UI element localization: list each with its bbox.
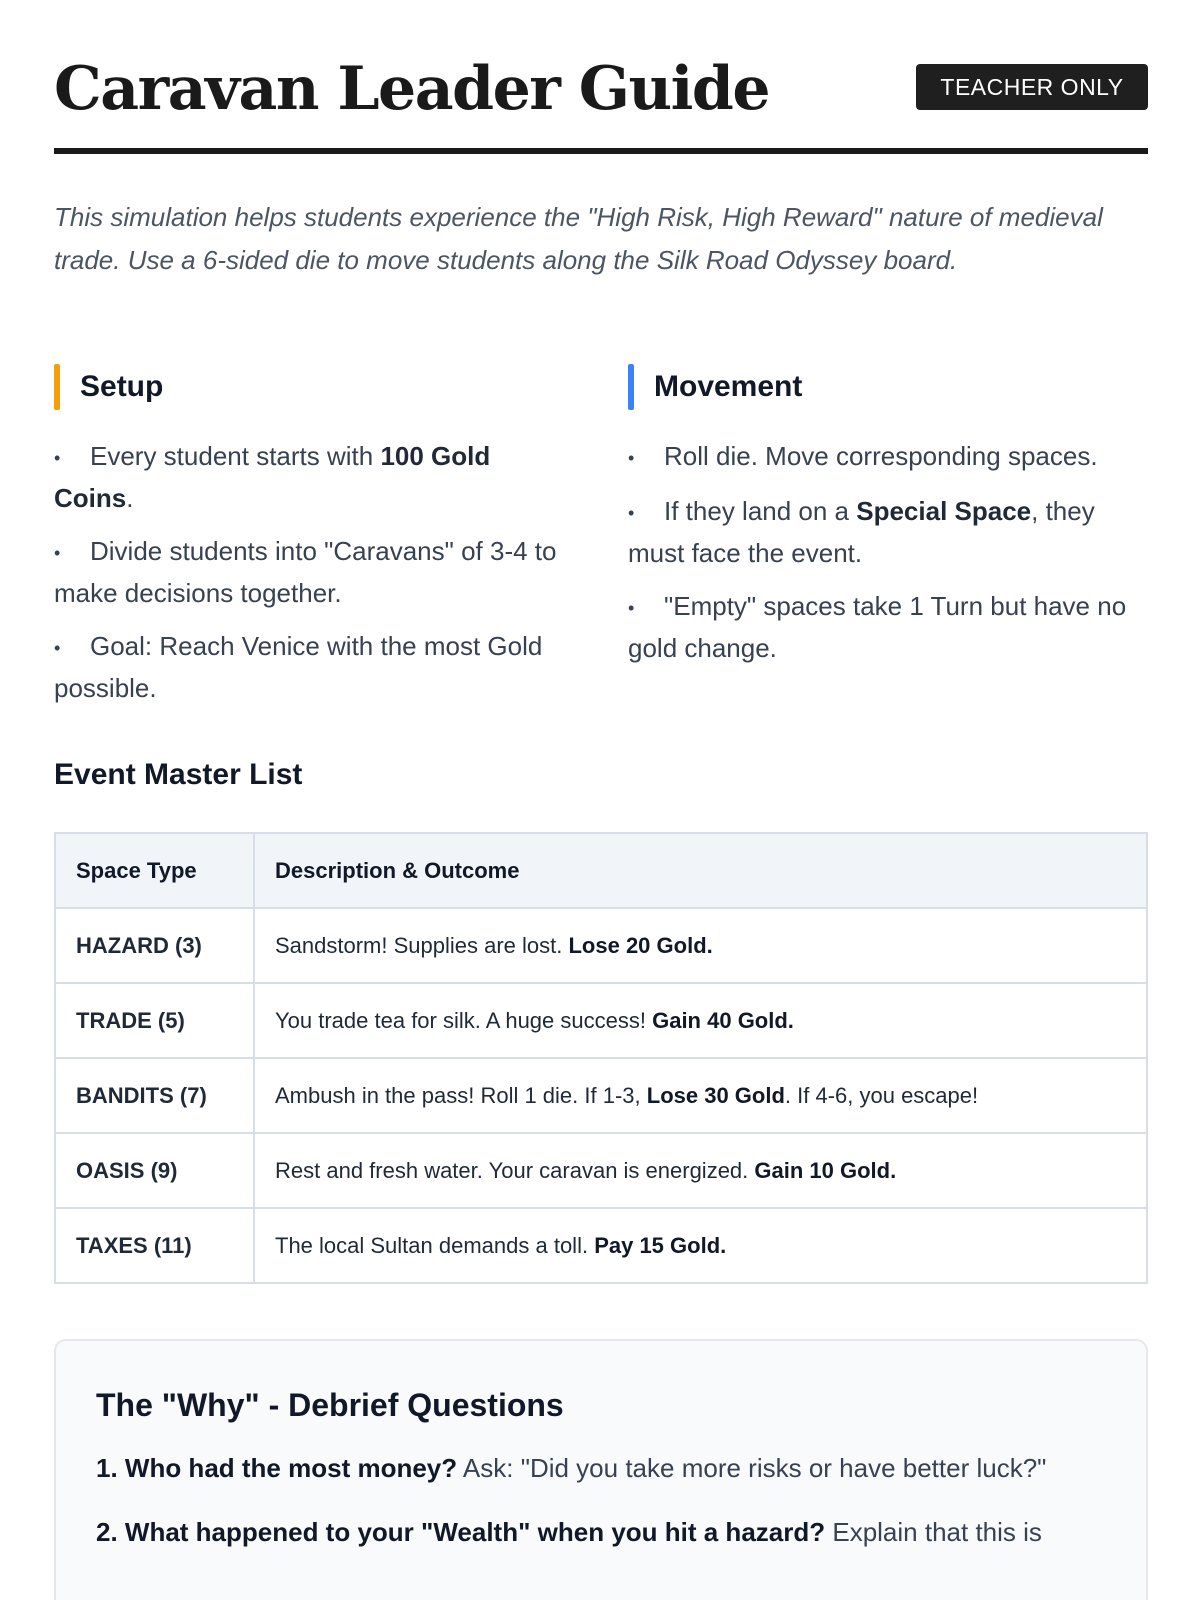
debrief-question — [96, 1448, 1106, 1488]
description-cell — [254, 1133, 1147, 1208]
description-text-after: . If 4-6, you escape! — [784, 1082, 979, 1108]
event-table — [54, 832, 1148, 1284]
outcome-text: Pay 15 Gold. — [594, 1232, 727, 1258]
outcome-text: Gain 40 Gold. — [652, 1007, 794, 1033]
item-text: If they land on a — [664, 496, 857, 527]
question-text: 1. Who had the most money? — [96, 1453, 458, 1483]
movement-section — [628, 364, 1148, 681]
question-prompt: Ask: "Did you take more risks or have better luck?" — [457, 1453, 1047, 1483]
list-item — [54, 436, 568, 518]
bullet-icon: • — [628, 503, 635, 524]
table-row — [55, 1058, 1147, 1133]
table-row — [55, 1208, 1147, 1283]
bullet-icon: • — [54, 638, 61, 659]
item-text-after: , they must face the event. — [628, 496, 1095, 569]
description-text: Ambush in the pass! Roll 1 die. If 1-3, — [275, 1082, 647, 1108]
movement-list — [628, 436, 1148, 668]
debrief-box — [54, 1339, 1148, 1600]
setup-heading — [54, 364, 568, 410]
header-divider — [54, 148, 1148, 154]
movement-heading — [628, 364, 1148, 410]
movement-heading-label: Movement — [654, 370, 803, 403]
page-header — [54, 48, 1148, 138]
debrief-title: The "Why" - Debrief Questions — [96, 1387, 564, 1423]
question-text: 2. What happened to your "Wealth" when you hit a hazard? — [96, 1517, 826, 1547]
bullet-icon: • — [54, 543, 61, 564]
space-type-cell: TRADE (5) — [55, 983, 254, 1058]
setup-list — [54, 436, 568, 708]
description-cell — [254, 1058, 1147, 1133]
debrief-question — [96, 1512, 1106, 1552]
outcome-text: Lose 20 Gold. — [568, 932, 713, 958]
description-text: The local Sultan demands a toll. — [275, 1232, 595, 1258]
space-type-cell: HAZARD (3) — [55, 908, 254, 983]
item-text: Divide students into "Caravans" of 3-4 to make decisions together. — [54, 536, 557, 609]
list-item — [628, 491, 1148, 573]
table-row — [55, 908, 1147, 983]
intro-text: This simulation helps students experience the "High Risk, High Reward" nature of medieval trade. Use a 6-sided die to move students along the Silk Road Odyssey board. — [54, 202, 1103, 275]
item-text: "Empty" spaces take 1 Turn but have no gold change. — [628, 591, 1127, 664]
description-cell — [254, 908, 1147, 983]
description-text: Sandstorm! Supplies are lost. — [275, 932, 569, 958]
space-type-cell: OASIS (9) — [55, 1133, 254, 1208]
list-item — [628, 436, 1148, 478]
item-text: Every student starts with — [90, 441, 381, 471]
list-item — [628, 586, 1148, 668]
setup-heading-label: Setup — [80, 370, 164, 403]
table-row — [55, 983, 1147, 1058]
question-prompt: Explain that this is — [825, 1517, 1042, 1547]
description-text: You trade tea for silk. A huge success! — [275, 1007, 653, 1033]
table-header-row — [55, 833, 1147, 908]
item-text-after: . — [126, 483, 134, 514]
item-text: Roll die. Move corresponding spaces. — [664, 441, 1098, 471]
page-title: Caravan Leader Guide — [54, 54, 770, 124]
column-header-space-type: Space Type — [55, 833, 254, 908]
item-text: Goal: Reach Venice with the most Gold possible. — [54, 631, 543, 704]
list-item — [54, 531, 568, 613]
description-cell — [254, 1208, 1147, 1283]
column-header-description: Description & Outcome — [254, 833, 1147, 908]
bullet-icon: • — [54, 448, 61, 469]
list-item — [54, 626, 568, 708]
table-row — [55, 1133, 1147, 1208]
event-list-title: Event Master List — [54, 758, 303, 791]
setup-section — [54, 364, 568, 721]
space-type-cell: TAXES (11) — [55, 1208, 254, 1283]
outcome-text: Lose 30 Gold — [646, 1082, 785, 1108]
teacher-only-badge: TEACHER ONLY — [916, 64, 1148, 110]
movement-accent-bar — [628, 364, 634, 410]
description-text: Rest and fresh water. Your caravan is energized. — [275, 1157, 755, 1183]
bullet-icon: • — [628, 448, 635, 469]
item-bold: Special Space — [856, 496, 1032, 527]
setup-accent-bar — [54, 364, 60, 410]
space-type-cell: BANDITS (7) — [55, 1058, 254, 1133]
description-cell — [254, 983, 1147, 1058]
item-bold: 100 Gold Coins — [54, 441, 491, 514]
outcome-text: Gain 10 Gold. — [754, 1157, 897, 1183]
bullet-icon: • — [628, 598, 635, 619]
